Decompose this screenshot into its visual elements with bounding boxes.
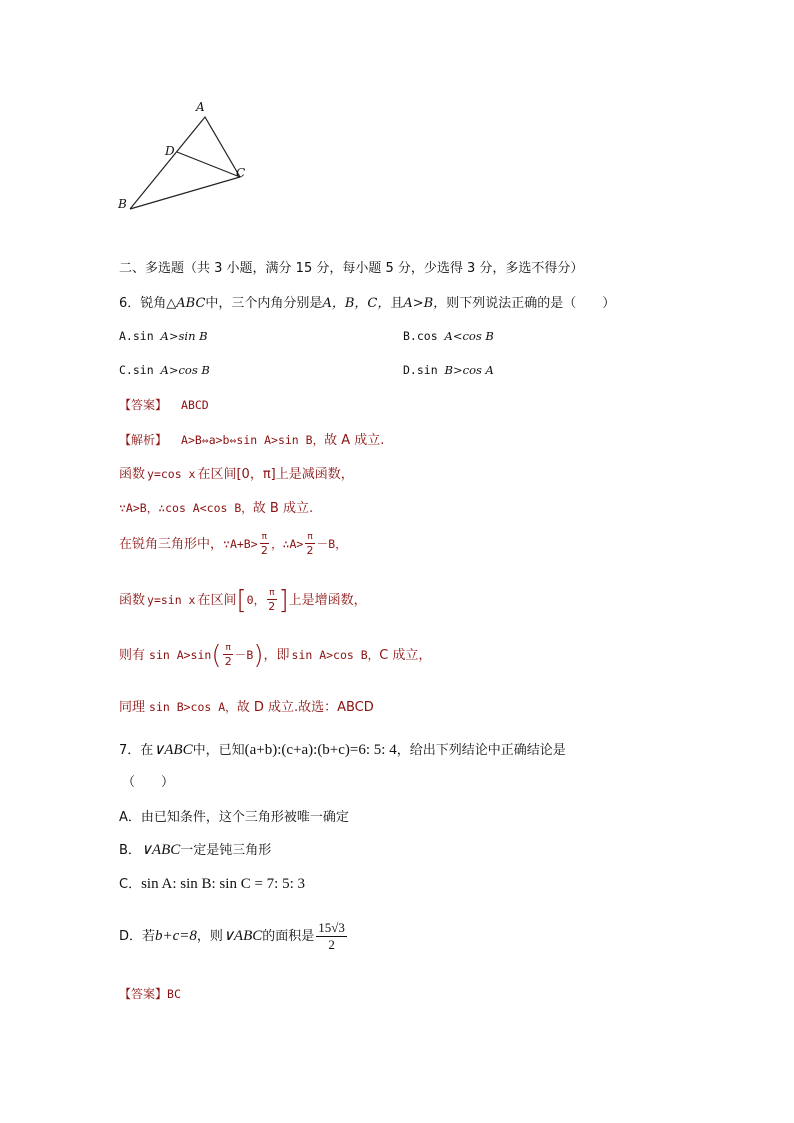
q6-analysis-line-4 bbox=[119, 532, 347, 557]
q7-stem-blank: （ ） bbox=[122, 775, 175, 790]
q6-analysis-line4-m2: ，∴A> bbox=[271, 537, 304, 551]
q6-analysis-line5-zero: 0， bbox=[246, 593, 266, 607]
q7-option-b-suffix: 一定是钝三角形 bbox=[180, 843, 272, 858]
q6-option-a-prefix: A.sin bbox=[119, 329, 161, 343]
q6-analysis-line5-c: 上是增函数， bbox=[288, 593, 367, 608]
q7-answer-tag: 【答案】 bbox=[119, 987, 168, 1001]
q6-analysis-line2-b: 在区间[0，π]上是减函数， bbox=[197, 467, 354, 482]
q6-analysis-line3-math: ∵A>B，∴cos A<cos B， bbox=[119, 501, 253, 515]
q6-stem-vars: A，B，C， bbox=[322, 296, 391, 311]
fraction-pi-over-2 bbox=[305, 532, 314, 557]
q6-answer-value: ABCD bbox=[181, 398, 209, 412]
q6-analysis-line4-a: 在锐角三角形中， bbox=[119, 537, 224, 552]
q7-stem-mid: 中，已知 bbox=[192, 743, 245, 758]
fraction-area bbox=[316, 920, 347, 953]
q7-option-a: A．由已知条件，这个三角形被唯一确定 bbox=[119, 810, 349, 825]
q7-option-b bbox=[119, 839, 271, 859]
triangle-figure bbox=[110, 95, 270, 220]
q7-option-b-prefix: B． bbox=[119, 843, 141, 858]
q7-stem bbox=[119, 739, 566, 759]
q6-stem-mid: 中，三个内角分别是 bbox=[205, 296, 323, 311]
q6-stem-suffix: 则下列说法正确的是（ ） bbox=[446, 296, 616, 311]
q7-option-b-triangle: ∨ABC bbox=[140, 842, 181, 858]
q6-analysis-line4-m3: －B， bbox=[316, 537, 347, 551]
q6-analysis-line7-m1: sin B>cos A， bbox=[149, 700, 237, 714]
q6-option-d-prefix: D.sin bbox=[403, 363, 445, 377]
fraction-denominator: 2 bbox=[328, 937, 335, 952]
q6-analysis-line-6 bbox=[119, 640, 432, 671]
q6-stem-cond-prefix: 且 bbox=[390, 296, 404, 311]
vertex-label-c: C bbox=[236, 166, 246, 180]
q6-option-b bbox=[403, 329, 494, 343]
q6-analysis-line6-m1: sin A>sin bbox=[149, 648, 212, 662]
q6-analysis-line7-a: 同理 bbox=[119, 700, 146, 715]
fraction-numerator: π bbox=[307, 532, 313, 542]
vertex-label-d: D bbox=[165, 144, 175, 158]
q6-analysis-line6-m3: sin A>cos B， bbox=[291, 648, 380, 662]
q6-option-b-expr: A<cos B bbox=[444, 329, 494, 343]
q7-option-c-prefix: C． bbox=[119, 877, 142, 892]
q6-analysis-line6-m2: －B bbox=[234, 648, 254, 662]
q6-analysis-line5-b: 在区间 bbox=[197, 593, 237, 608]
q7-stem-ratio: (a+b):(c+a):(b+c)=6: 5: 4 bbox=[244, 742, 397, 758]
right-paren-icon: ) bbox=[253, 640, 264, 671]
fraction-denominator: 2 bbox=[268, 600, 276, 613]
fraction-denominator: 2 bbox=[260, 544, 268, 557]
q6-analysis-line-7 bbox=[119, 696, 374, 715]
q7-option-d bbox=[119, 920, 349, 953]
q6-stem-abc: ABC bbox=[176, 296, 206, 311]
q7-option-d-suffix: 的面积是 bbox=[262, 929, 315, 944]
q7-option-d-prefix: D．若 bbox=[119, 929, 156, 944]
q7-stem-triangle: ∨ABC bbox=[153, 742, 193, 758]
q6-analysis-tag: 【解析】 bbox=[119, 433, 168, 447]
q6-analysis-line6-a: 则有 bbox=[119, 648, 146, 663]
q6-analysis-line-2 bbox=[119, 463, 354, 482]
left-paren-icon: ( bbox=[211, 640, 222, 671]
q6-analysis-line2-a: 函数 bbox=[119, 467, 146, 482]
q7-option-d-mid: ，则 bbox=[196, 929, 223, 944]
fraction-denominator: 2 bbox=[224, 655, 232, 668]
q6-analysis-line1-text: 故 A 成立. bbox=[324, 433, 385, 448]
vertex-label-a: A bbox=[196, 100, 205, 114]
q7-answer bbox=[119, 985, 181, 1002]
q6-analysis-line4-m1: ∵A+B> bbox=[223, 537, 258, 551]
q6-analysis-line2-math: y=cos x bbox=[147, 467, 196, 481]
fraction-pi-over-2 bbox=[267, 588, 276, 613]
q6-option-a bbox=[119, 329, 208, 343]
q6-answer bbox=[119, 396, 209, 413]
q6-option-a-expr: A>sin B bbox=[160, 329, 208, 343]
fraction-numerator: π bbox=[269, 588, 275, 598]
right-bracket-icon: ] bbox=[278, 585, 289, 616]
q6-option-c bbox=[119, 363, 210, 377]
q6-analysis-line5-math: y=sin x bbox=[147, 593, 196, 607]
fraction-pi-over-2 bbox=[260, 532, 269, 557]
fraction-pi-over-2 bbox=[223, 643, 232, 668]
section-heading: 二、多选题（共 3 小题，满分 15 分，每小题 5 分，少选得 3 分，多选不得分） bbox=[119, 261, 584, 276]
q6-stem-prefix: 6．锐角△ bbox=[119, 296, 177, 311]
q6-analysis-line5-a: 函数 bbox=[119, 593, 146, 608]
fraction-numerator: 15√3 bbox=[318, 920, 345, 935]
q6-stem bbox=[119, 292, 615, 311]
q7-stem-prefix: 7．在 bbox=[119, 743, 154, 758]
fraction-denominator: 2 bbox=[306, 544, 314, 557]
q7-option-c-expr: sin A: sin B: sin C = 7: 5: 3 bbox=[141, 876, 305, 892]
q7-stem-suffix: ，给出下列结论中正确结论是 bbox=[396, 743, 566, 758]
q6-stem-cond: A>B， bbox=[403, 296, 447, 311]
q7-option-c bbox=[119, 873, 305, 893]
triangle-outline bbox=[130, 117, 240, 209]
q6-analysis-line6-b: ，即 bbox=[263, 648, 290, 663]
q6-analysis-line3-text: 故 B 成立. bbox=[252, 501, 314, 516]
q6-analysis-line1-math: A>B⇔a>b⇔sin A>sin B， bbox=[181, 433, 325, 447]
q6-analysis-line-5 bbox=[119, 585, 367, 616]
left-bracket-icon: [ bbox=[236, 585, 247, 616]
q6-option-c-expr: A>cos B bbox=[160, 363, 210, 377]
q6-option-c-prefix: C.sin bbox=[119, 363, 161, 377]
segment-dc bbox=[177, 152, 240, 177]
q7-option-d-triangle: ∨ABC bbox=[222, 928, 263, 944]
q6-analysis-line-1 bbox=[119, 429, 384, 448]
q7-option-d-cond: b+c=8 bbox=[155, 928, 197, 944]
q6-analysis-line6-c: C 成立， bbox=[379, 648, 432, 663]
q7-answer-value: BC bbox=[167, 987, 181, 1001]
q6-option-b-prefix: B.cos bbox=[403, 329, 445, 343]
q6-answer-tag: 【答案】 bbox=[119, 398, 168, 412]
q6-option-d bbox=[403, 363, 494, 377]
fraction-numerator: π bbox=[261, 532, 268, 542]
vertex-label-b: B bbox=[118, 197, 127, 211]
q6-analysis-line-3 bbox=[119, 497, 313, 516]
q6-option-d-expr: B>cos A bbox=[444, 363, 494, 377]
fraction-numerator: π bbox=[225, 643, 231, 653]
q6-analysis-line7-b: 故 D 成立.故选：ABCD bbox=[236, 700, 374, 715]
